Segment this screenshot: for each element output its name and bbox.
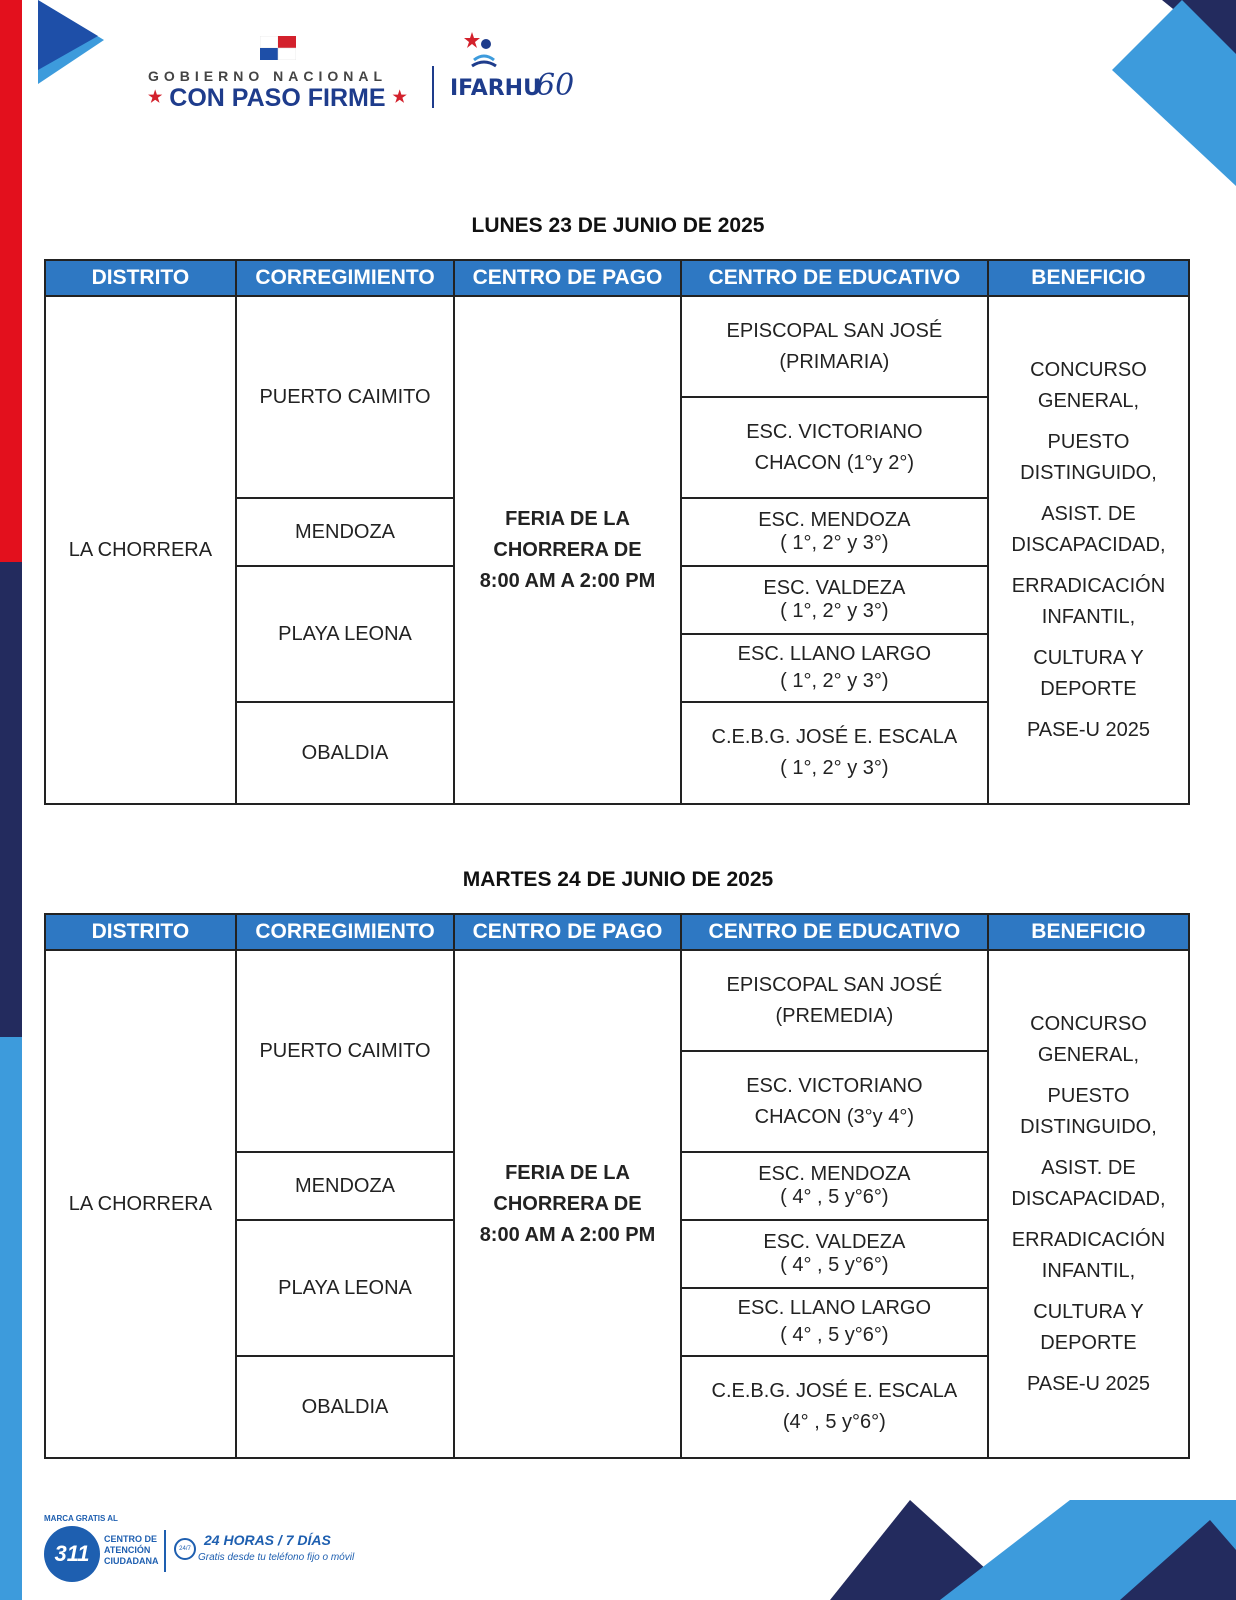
table-header-row: [45, 260, 1189, 296]
left-stripe-navy: [0, 562, 22, 1037]
centro-name: ESC. LLANO LARGO: [737, 1297, 932, 1319]
corregimiento-cell: OBALDIA: [236, 702, 454, 804]
table-header-row: [45, 914, 1189, 950]
centro-pago-line: FERIA DE LA: [505, 1161, 630, 1184]
con-paso-firme-text: [148, 84, 407, 113]
centro-grades: ( 1°, 2° y 3°): [780, 532, 889, 554]
beneficio-item: PUESTO DISTINGUIDO,: [1020, 430, 1157, 484]
phone-icon: 24/7: [174, 1538, 196, 1560]
beneficio-item: ASIST. DE DISCAPACIDAD,: [1011, 1156, 1166, 1210]
column-header-centro-educativo: CENTRO DE EDUCATIVO: [681, 260, 988, 296]
centro-educativo-cell: [681, 397, 988, 498]
day-title-monday: LUNES 23 DE JUNIO DE 2025: [471, 214, 765, 237]
column-header-beneficio: BENEFICIO: [988, 260, 1189, 296]
column-header-corregimiento: CORREGIMIENTO: [236, 260, 454, 296]
centro-pago-cell: [454, 296, 681, 804]
centro-name: EPISCOPAL SAN JOSÉ: [726, 973, 943, 996]
day-title-tuesday: MARTES 24 DE JUNIO DE 2025: [462, 868, 774, 891]
centro-pago-line: CHORRERA DE: [493, 538, 642, 561]
beneficio-item: PASE-U 2025: [1026, 1372, 1150, 1395]
corregimiento-cell: OBALDIA: [236, 1356, 454, 1458]
centro-educativo-cell: [681, 296, 988, 397]
paso-firme-label: CON PASO FIRME: [169, 84, 386, 112]
centro-grades: (4° , 5 y°6°): [782, 1411, 886, 1433]
centro-name: ESC. VALDEZA: [763, 1231, 906, 1253]
centro-educativo-cell: [681, 1288, 988, 1356]
centro-pago-line: 8:00 AM A 2:00 PM: [479, 1223, 656, 1246]
centro-name: ESC. LLANO LARGO: [737, 643, 932, 665]
beneficio-item: CULTURA Y DEPORTE: [1033, 646, 1144, 700]
centro-grades: ( 4° , 5 y°6°): [780, 1254, 889, 1276]
centro-name: ESC. VICTORIANO: [746, 1074, 923, 1097]
column-header-distrito: DISTRITO: [45, 914, 236, 950]
centro-pago-cell: [454, 950, 681, 1458]
beneficio-item: CONCURSO GENERAL,: [1030, 358, 1147, 412]
centro-grades: CHACON (3°y 4°): [754, 1105, 915, 1128]
centro-pago-line: CHORRERA DE: [493, 1192, 642, 1215]
centro-grades: ( 1°, 2° y 3°): [780, 600, 889, 622]
centro-grades: ( 1°, 2° y 3°): [780, 670, 889, 692]
beneficio-cell: [988, 296, 1189, 804]
centro-name: ESC. MENDOZA: [758, 509, 911, 531]
centro-name: C.E.B.G. JOSÉ E. ESCALA: [711, 726, 958, 748]
corregimiento-cell: PLAYA LEONA: [236, 1220, 454, 1356]
centro-pago-line: 8:00 AM A 2:00 PM: [479, 569, 656, 592]
badge-311: 311: [44, 1526, 100, 1582]
beneficio-item: CONCURSO GENERAL,: [1030, 1012, 1147, 1066]
gobierno-nacional-text: GOBIERNO NACIONAL: [148, 68, 387, 84]
corregimiento-cell: PUERTO CAIMITO: [236, 950, 454, 1152]
beneficio-item: PUESTO DISTINGUIDO,: [1020, 1084, 1157, 1138]
footer-divider: [164, 1530, 166, 1572]
centro-educativo-cell: [681, 1152, 988, 1220]
hours-text: 24 HORAS / 7 DÍAS: [204, 1532, 331, 1548]
table-row: [45, 296, 1189, 397]
centro-grades: (PREMEDIA): [775, 1004, 894, 1027]
centro-educativo-cell: [681, 1356, 988, 1458]
centro-name: ESC. VALDEZA: [763, 577, 906, 599]
column-header-centro-pago: CENTRO DE PAGO: [454, 914, 681, 950]
centro-grades: ( 4° , 5 y°6°): [780, 1324, 889, 1346]
centro-grades: ( 1°, 2° y 3°): [780, 757, 889, 779]
schedule-table-monday: [44, 259, 1190, 805]
beneficio-item: ERRADICACIÓN INFANTIL,: [1011, 574, 1166, 628]
column-header-centro-pago: CENTRO DE PAGO: [454, 260, 681, 296]
corregimiento-cell: PUERTO CAIMITO: [236, 296, 454, 498]
centro-grades: ( 4° , 5 y°6°): [780, 1186, 889, 1208]
footer-311-contact: [44, 1514, 384, 1588]
centro-name: ESC. MENDOZA: [758, 1163, 911, 1185]
column-header-distrito: DISTRITO: [45, 260, 236, 296]
corregimiento-cell: PLAYA LEONA: [236, 566, 454, 702]
centro-grades: CHACON (1°y 2°): [754, 451, 915, 474]
centro-name: C.E.B.G. JOSÉ E. ESCALA: [711, 1380, 958, 1402]
anniversary-60-text: 60: [536, 68, 575, 103]
distrito-cell: LA CHORRERA: [45, 950, 236, 1458]
beneficio-cell: [988, 950, 1189, 1458]
left-stripe-blue: [0, 1037, 22, 1600]
column-header-centro-educativo: CENTRO DE EDUCATIVO: [681, 914, 988, 950]
ifarhu-emblem-icon: [464, 30, 504, 70]
panama-flag-icon: [260, 36, 296, 60]
beneficio-item: PASE-U 2025: [1026, 718, 1150, 741]
beneficio-item: ASIST. DE DISCAPACIDAD,: [1011, 502, 1166, 556]
star-icon: ★: [148, 89, 163, 106]
corner-arrow-decoration: [38, 0, 104, 86]
centro-educativo-cell: [681, 1051, 988, 1152]
centro-educativo-cell: [681, 498, 988, 566]
gratis-text: Gratis desde tu teléfono fijo o móvil: [198, 1552, 355, 1563]
centro-educativo-cell: [681, 1220, 988, 1288]
beneficio-item: CULTURA Y DEPORTE: [1033, 1300, 1144, 1354]
beneficio-item: ERRADICACIÓN INFANTIL,: [1011, 1228, 1166, 1282]
column-header-beneficio: BENEFICIO: [988, 914, 1189, 950]
star-icon: ★: [392, 89, 407, 106]
centro-name: ESC. VICTORIANO: [746, 420, 923, 443]
logo-divider: [432, 66, 434, 108]
centro-educativo-cell: [681, 634, 988, 702]
ifarhu-logo-text: IFARHU: [450, 76, 541, 101]
centro-educativo-cell: [681, 566, 988, 634]
schedule-table-tuesday: [44, 913, 1190, 1459]
centro-pago-line: FERIA DE LA: [505, 507, 630, 530]
top-right-decoration: [1112, 0, 1236, 186]
centro-name: EPISCOPAL SAN JOSÉ: [726, 319, 943, 342]
bottom-right-decoration: [790, 1490, 1236, 1600]
corregimiento-cell: MENDOZA: [236, 498, 454, 566]
centro-atencion-ciudadana: CENTRO DE ATENCIÓN CIUDADANA: [104, 1534, 159, 1566]
left-stripe-red: [0, 0, 22, 562]
badge-caption: MARCA GRATIS AL: [44, 1514, 118, 1523]
government-logo: [148, 36, 588, 116]
centro-educativo-cell: [681, 702, 988, 804]
centro-educativo-cell: [681, 950, 988, 1051]
centro-grades: (PRIMARIA): [779, 350, 890, 373]
table-row: [45, 950, 1189, 1051]
corregimiento-cell: MENDOZA: [236, 1152, 454, 1220]
column-header-corregimiento: CORREGIMIENTO: [236, 914, 454, 950]
distrito-cell: LA CHORRERA: [45, 296, 236, 804]
